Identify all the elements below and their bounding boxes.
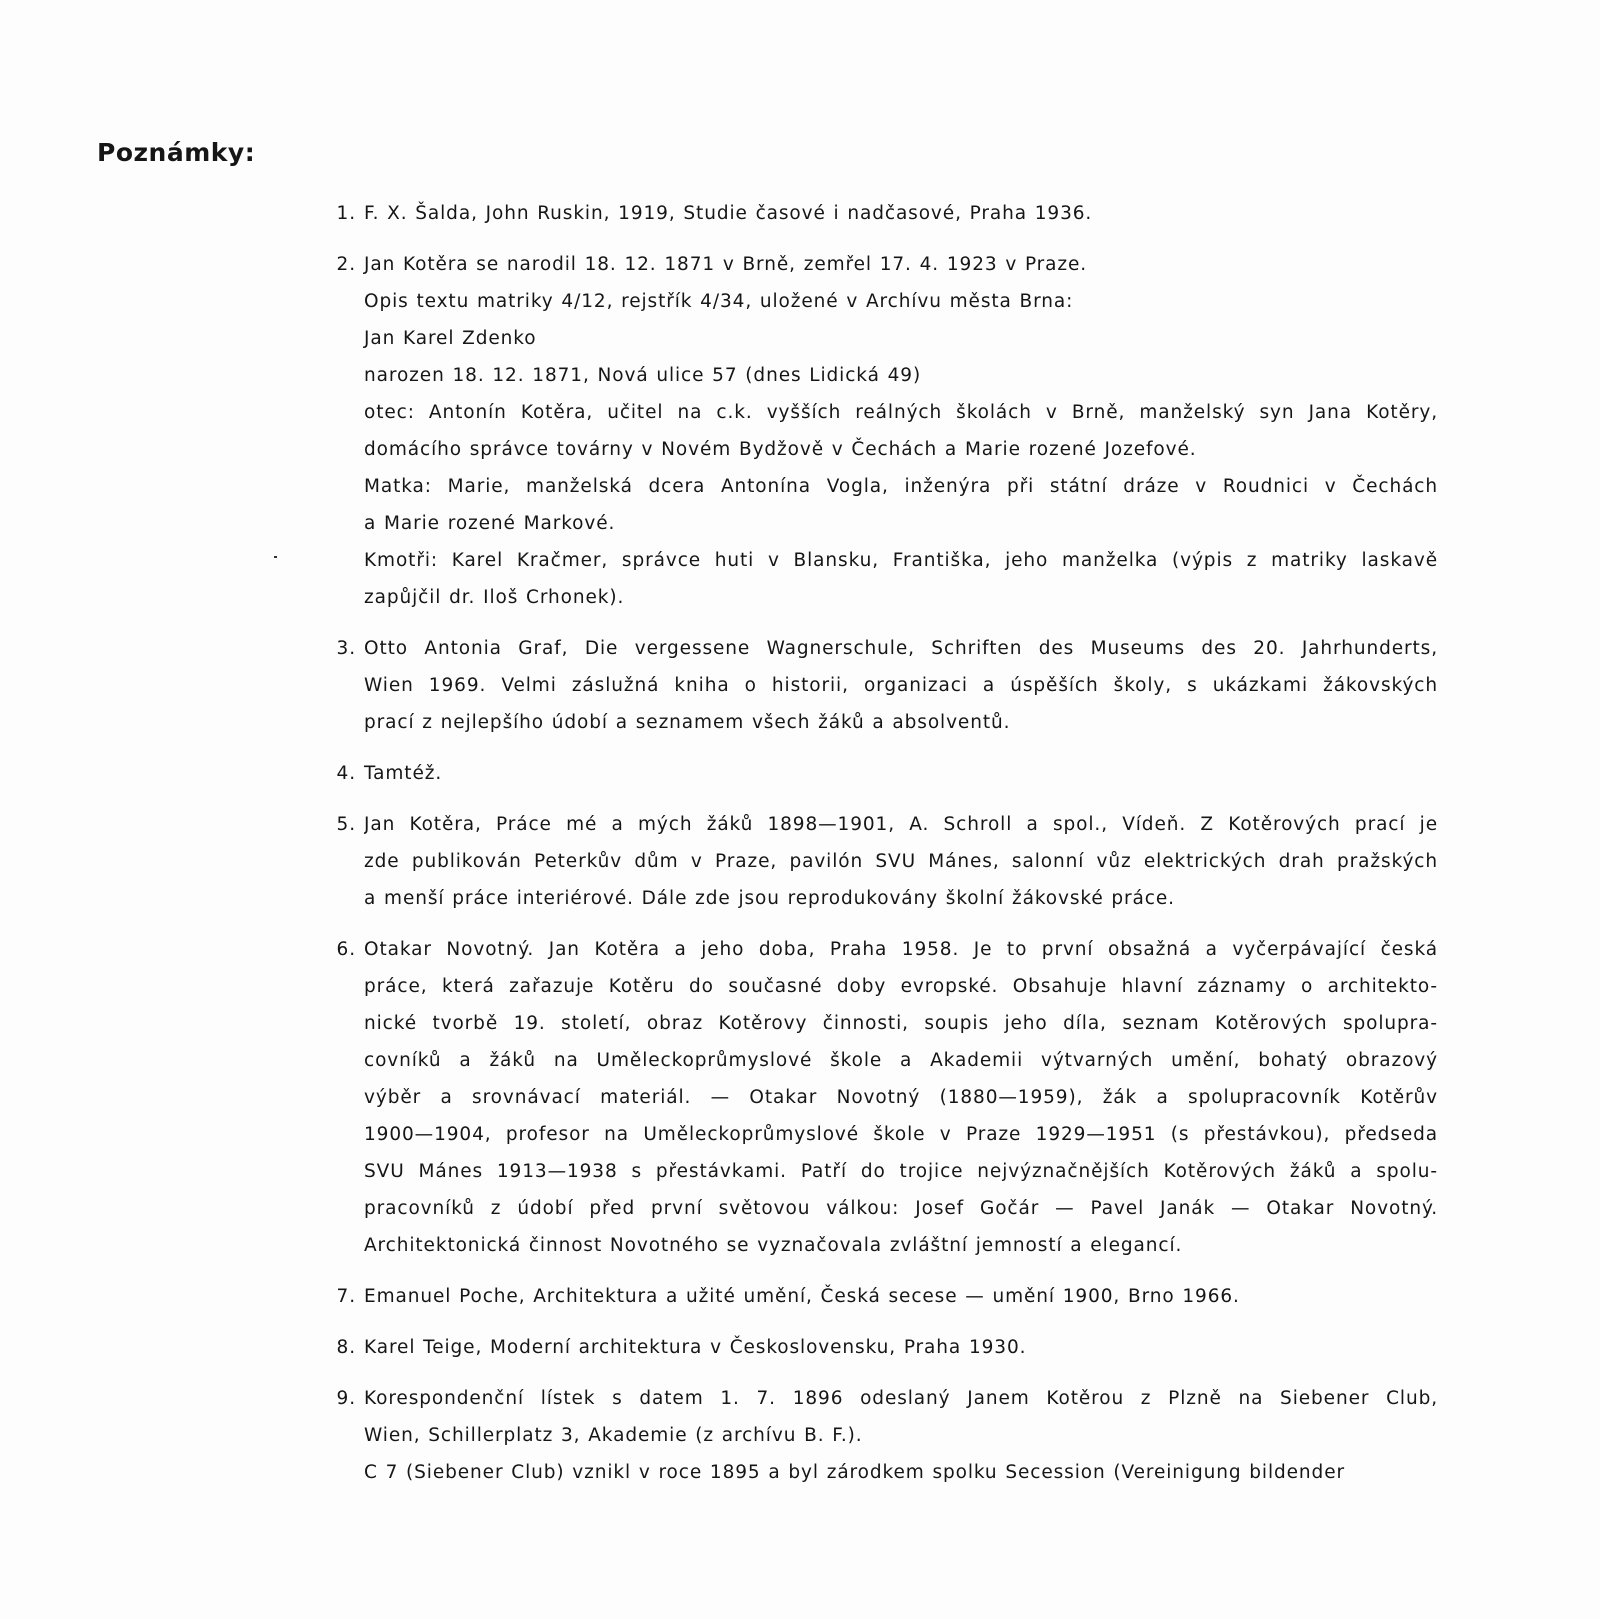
footnote-text-line: covníků a žáků na Uměleckoprůmyslové škole a Akademii výtvarných umění, bohatý obrazový: [364, 1050, 1438, 1071]
footnote-number: 5.: [336, 814, 356, 835]
footnote-text-line: SVU Mánes 1913—1938 s přestávkami. Patří do trojice nejvýznačnějších Kotěrových žáků a spolu-: [364, 1161, 1438, 1182]
footnote-number: 4.: [336, 763, 356, 784]
footnote-text-line: domácího správce továrny v Novém Bydžově v Čechách a Marie rozené Jozefové.: [364, 439, 1197, 460]
footnote-1: [320, 195, 1438, 232]
footnote-text-line: Emanuel Poche, Architektura a užité umění, Česká secese — umění 1900, Brno 1966.: [364, 1286, 1240, 1307]
footnote-number: 9.: [336, 1388, 356, 1409]
page-heading: Poznámky:: [97, 138, 256, 167]
footnote-number: 7.: [336, 1286, 356, 1307]
footnote-3: [320, 630, 1438, 741]
footnote-text-line: Architektonická činnost Novotného se vyznačovala zvláštní jemností a elegancí.: [364, 1235, 1183, 1256]
footnote-text-line: Jan Kotěra, Práce mé a mých žáků 1898—1901, A. Schroll a spol., Vídeň. Z Kotěrových prací je: [364, 814, 1438, 835]
footnote-4: [320, 755, 1438, 792]
footnote-text-line: a Marie rozené Markové.: [364, 513, 616, 534]
footnote-number: 3.: [336, 638, 356, 659]
footnote-text-line: Wien 1969. Velmi záslužná kniha o historii, organizaci a úspěších školy, s ukázkami žákovských: [364, 675, 1438, 696]
footnote-text-line: Otto Antonia Graf, Die vergessene Wagnerschule, Schriften des Museums des 20. Jahrhunderts,: [364, 638, 1438, 659]
footnote-6: [320, 931, 1438, 1264]
footnote-text-line: zde publikován Peterkův dům v Praze, pavilón SVU Mánes, salonní vůz elektrických drah pražských: [364, 851, 1438, 872]
footnote-text-line: Otakar Novotný. Jan Kotěra a jeho doba, Praha 1958. Je to první obsažná a vyčerpávající česká: [364, 939, 1438, 960]
footnote-9: [320, 1380, 1438, 1491]
footnote-text-line: narozen 18. 12. 1871, Nová ulice 57 (dnes Lidická 49): [364, 365, 922, 386]
footnote-text-line: a menší práce interiérové. Dále zde jsou reprodukovány školní žákovské práce.: [364, 888, 1175, 909]
footnote-text-line: 1900—1904, profesor na Uměleckoprůmyslové škole v Praze 1929—1951 (s přestávkou), předseda: [364, 1124, 1438, 1145]
footnote-text-line: nické tvorbě 19. století, obraz Kotěrovy činnosti, soupis jeho díla, seznam Kotěrových spolupra-: [364, 1013, 1438, 1034]
footnote-text-line: Opis textu matriky 4/12, rejstřík 4/34, uložené v Archívu města Brna:: [364, 291, 1074, 312]
footnote-7: [320, 1278, 1438, 1315]
footnote-text-line: Karel Teige, Moderní architektura v Československu, Praha 1930.: [364, 1337, 1027, 1358]
footnote-text-line: otec: Antonín Kotěra, učitel na c.k. vyšších reálných školách v Brně, manželský syn Jana Kotěry,: [364, 402, 1438, 423]
footnote-text-line: Wien, Schillerplatz 3, Akademie (z archívu B. F.).: [364, 1425, 863, 1446]
footnote-text-line: F. X. Šalda, John Ruskin, 1919, Studie časové i nadčasové, Praha 1936.: [364, 203, 1093, 224]
footnotes-list: [320, 195, 1438, 1505]
footnote-text-line: výběr a srovnávací materiál. — Otakar Novotný (1880—1959), žák a spolupracovník Kotěrův: [364, 1087, 1438, 1108]
footnote-number: 8.: [336, 1337, 356, 1358]
footnote-text-line: Matka: Marie, manželská dcera Antonína Vogla, inženýra při státní dráze v Roudnici v Čechách: [364, 476, 1438, 497]
footnote-text-line: Jan Kotěra se narodil 18. 12. 1871 v Brně, zemřel 17. 4. 1923 v Praze.: [364, 254, 1088, 275]
footnote-number: 1.: [336, 203, 356, 224]
footnote-text-line: Korespondenční lístek s datem 1. 7. 1896 odeslaný Janem Kotěrou z Plzně na Siebener Club,: [364, 1388, 1438, 1409]
footnote-text-line: prací z nejlepšího údobí a seznamem všech žáků a absolventů.: [364, 712, 1011, 733]
footnote-number: 6.: [336, 939, 356, 960]
footnote-text-line: C 7 (Siebener Club) vznikl v roce 1895 a byl zárodkem spolku Secession (Vereinigung bildender: [364, 1462, 1345, 1483]
footnote-text-line: zapůjčil dr. Iloš Crhonek).: [364, 587, 625, 608]
footnote-text-line: pracovníků z údobí před první světovou válkou: Josef Gočár — Pavel Janák — Otakar Novotný.: [364, 1198, 1438, 1219]
stray-mark: [274, 556, 277, 558]
footnote-2: [320, 246, 1438, 616]
footnote-text-line: Kmotři: Karel Kračmer, správce huti v Blansku, Františka, jeho manželka (výpis z matriky laskavě: [364, 550, 1438, 571]
footnote-text-line: Jan Karel Zdenko: [364, 328, 537, 349]
footnote-text-line: Tamtéž.: [364, 763, 443, 784]
footnote-5: [320, 806, 1438, 917]
footnote-number: 2.: [336, 254, 356, 275]
footnote-text-line: práce, která zařazuje Kotěru do současné doby evropské. Obsahuje hlavní záznamy o architekto-: [364, 976, 1438, 997]
footnote-8: [320, 1329, 1438, 1366]
